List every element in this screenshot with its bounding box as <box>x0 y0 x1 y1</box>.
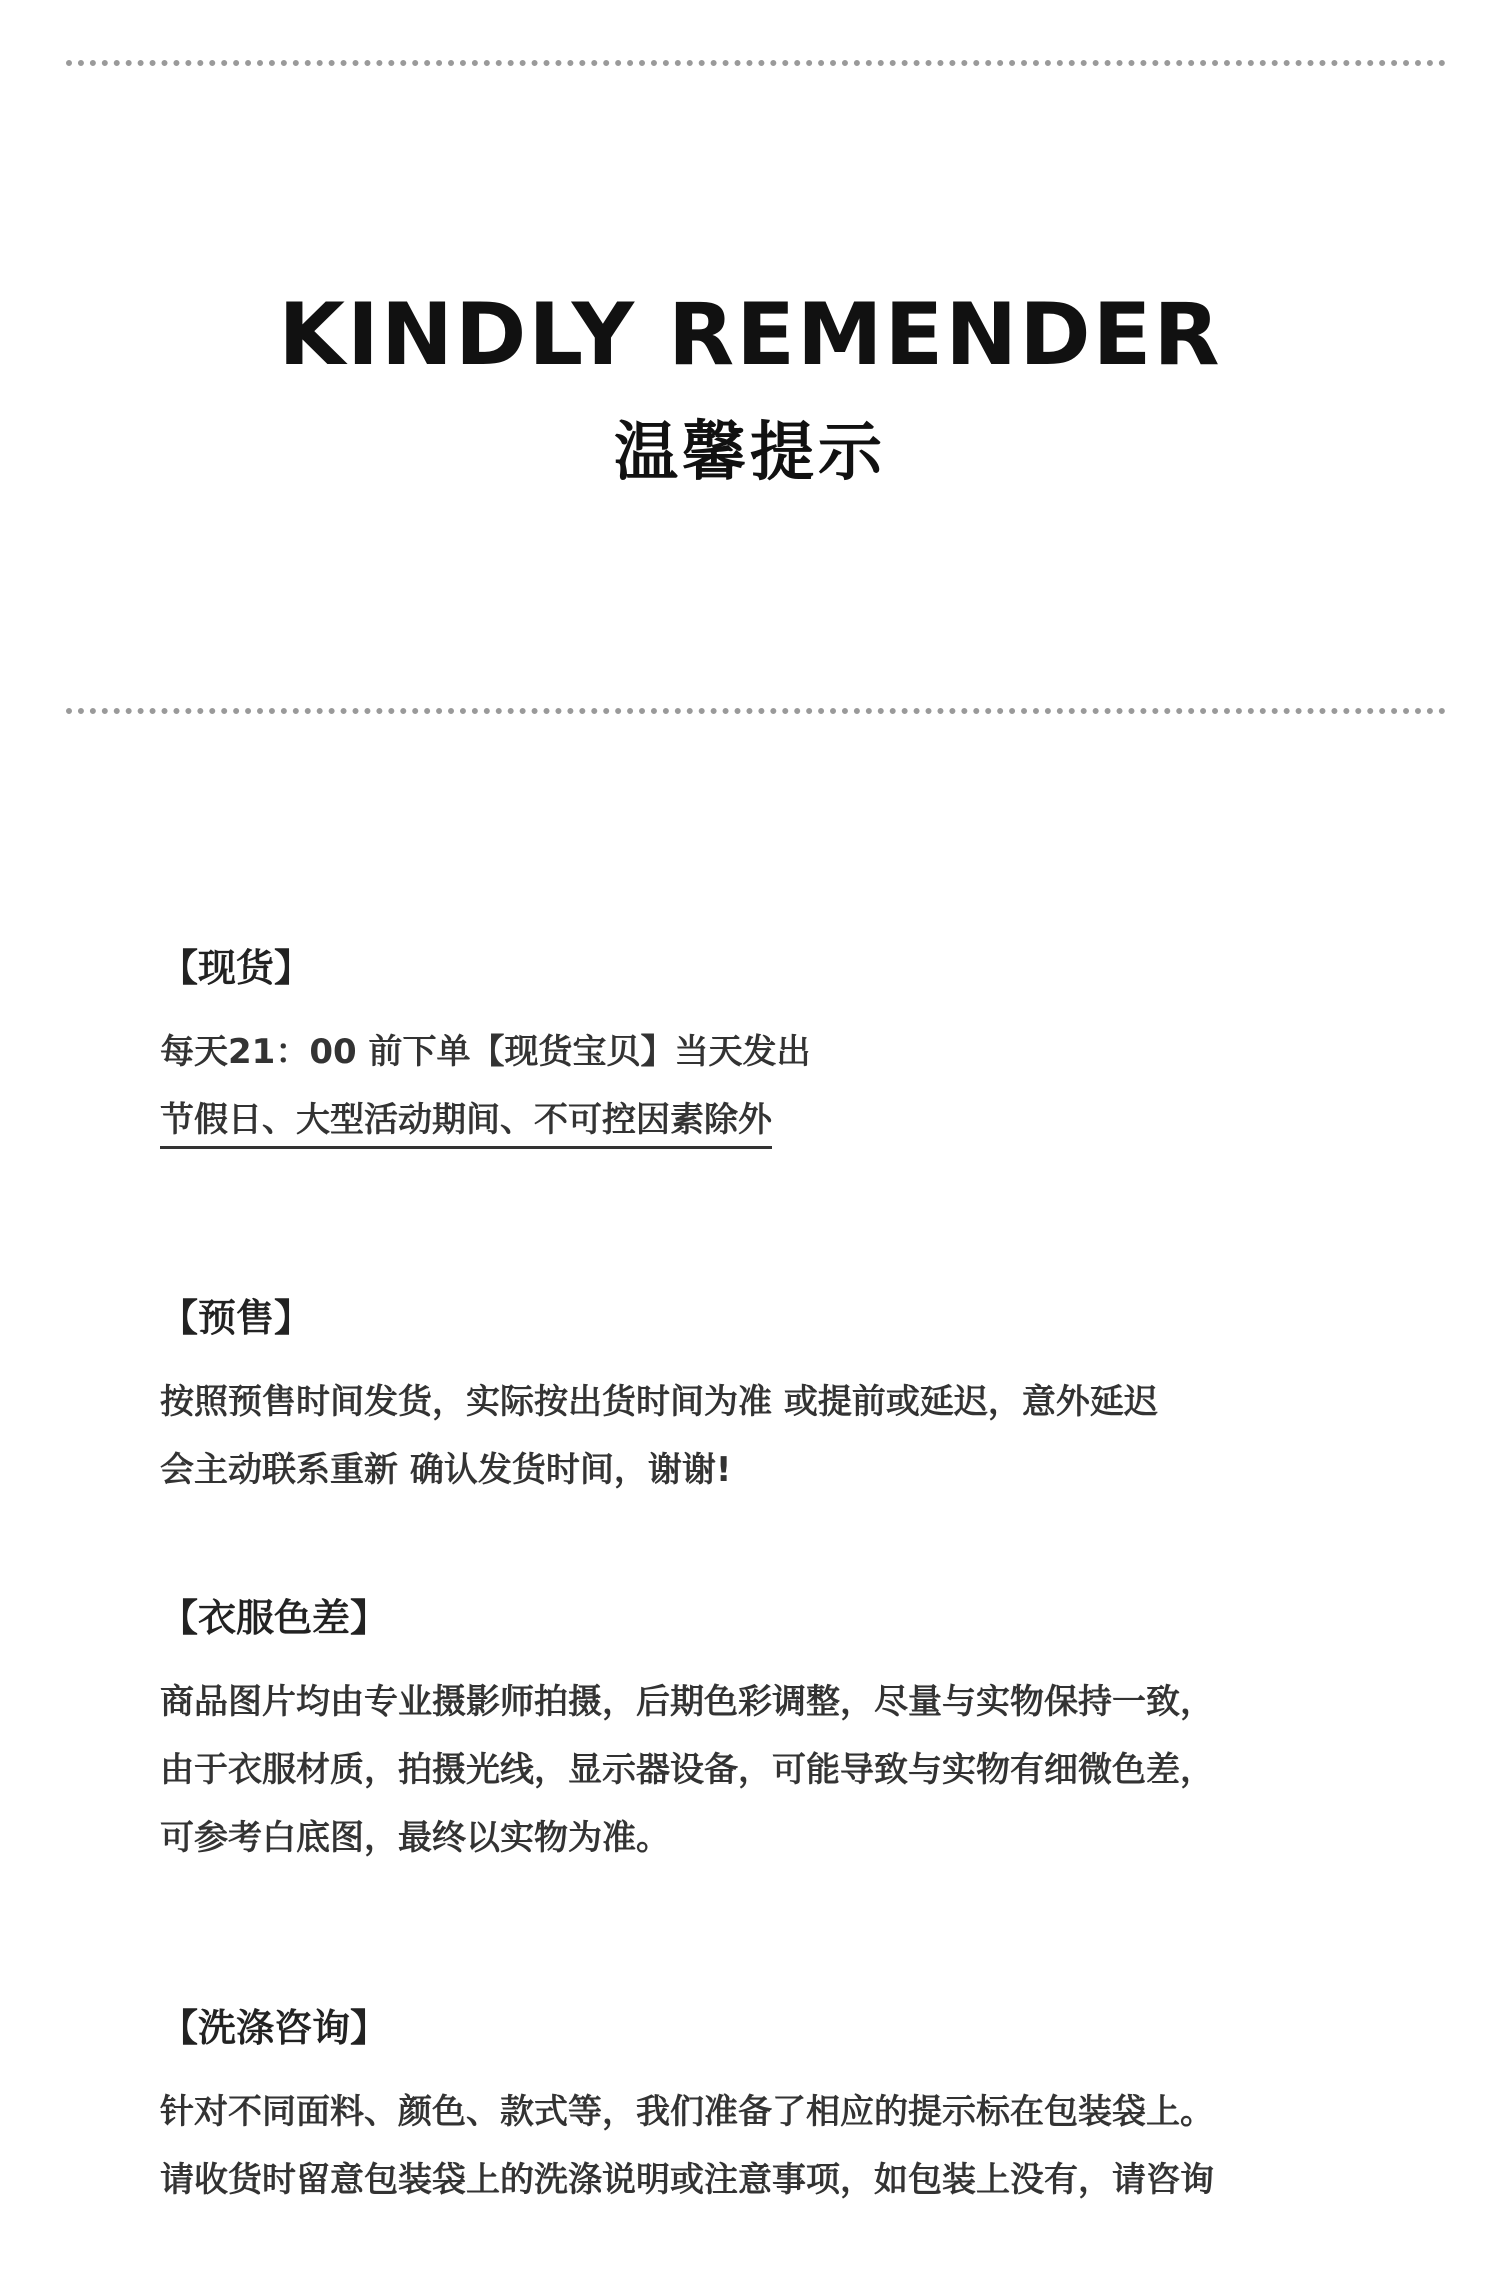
washing-line-1: 针对不同面料、颜色、款式等，我们准备了相应的提示标在包装袋上。 <box>160 2092 1214 2132</box>
color-difference-line-3: 可参考白底图，最终以实物为准。 <box>160 1818 670 1858</box>
section-washing-consultation <box>160 2000 1400 2214</box>
section-heading-in-stock: 【现货】 <box>160 946 313 990</box>
page-title-english: KINDLY REMENDER <box>278 285 1222 385</box>
in-stock-order-cutoff-text: 每天21：00 前下单【现货宝贝】当天发出 <box>160 1032 811 1072</box>
section-heading-color-difference: 【衣服色差】 <box>160 1596 389 1640</box>
washing-line-2: 请收货时留意包装袋上的洗涤说明或注意事项，如包装上没有，请咨询 <box>160 2160 1214 2200</box>
color-difference-line-1: 商品图片均由专业摄影师拍摄，后期色彩调整，尽量与实物保持一致， <box>160 1682 1214 1722</box>
section-in-stock <box>160 940 1400 1154</box>
section-line <box>160 1086 1400 1154</box>
section-presale <box>160 1290 1400 1504</box>
in-stock-exception-note: 节假日、大型活动期间、不可控因素除外 <box>160 1094 772 1149</box>
top-dotted-divider <box>66 60 1446 66</box>
color-difference-line-2: 由于衣服材质，拍摄光线，显示器设备，可能导致与实物有细微色差， <box>160 1750 1214 1790</box>
page-title-chinese: 温馨提示 <box>614 416 886 490</box>
presale-line-2: 会主动联系重新 确认发货时间，谢谢! <box>160 1450 732 1490</box>
section-heading-presale: 【预售】 <box>160 1296 313 1340</box>
presale-line-1: 按照预售时间发货，实际按出货时间为准 或提前或延迟，意外延迟 <box>160 1382 1158 1422</box>
section-color-difference <box>160 1590 1400 1872</box>
section-line <box>160 1018 1400 1086</box>
section-heading-washing: 【洗涤咨询】 <box>160 2006 389 2050</box>
bottom-dotted-divider <box>66 708 1446 714</box>
